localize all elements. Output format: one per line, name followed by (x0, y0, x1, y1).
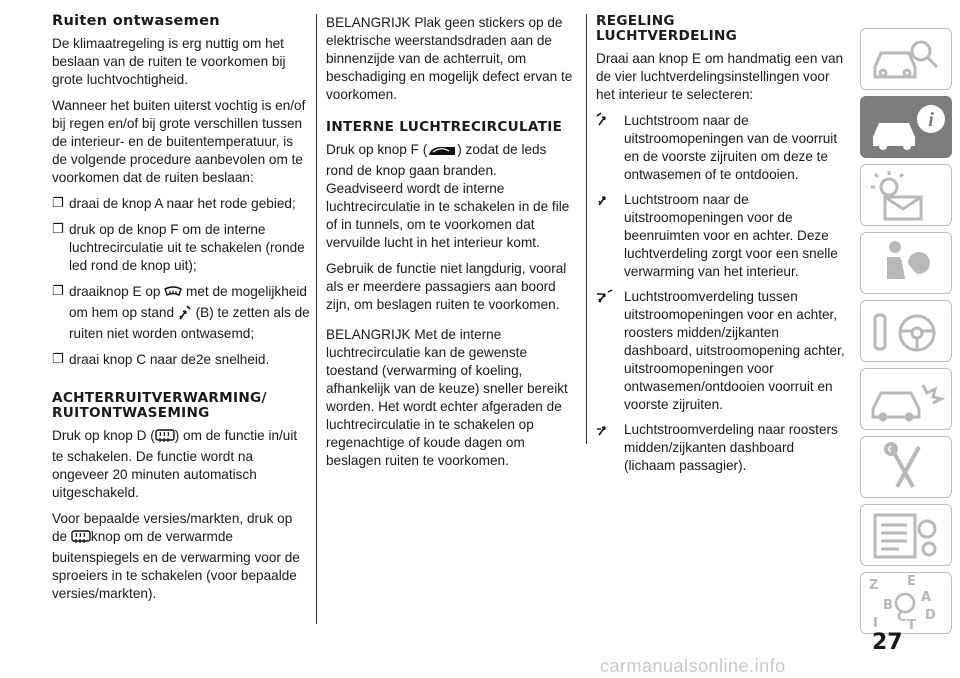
option-text: Luchtstroomverdeling naar roosters midden/zijkanten dashboard (lichaam passagier). (624, 422, 838, 473)
windshield-defrost-icon (164, 286, 182, 304)
airbag-seat-icon (861, 233, 951, 293)
sidebar-tab-settings-list[interactable] (860, 504, 952, 566)
section-title-defog: Ruiten ontwasemen (52, 13, 220, 29)
paragraph-text: Druk op knop F ( (326, 142, 428, 157)
airflow-windshield-icon (596, 112, 612, 133)
list-item (52, 221, 310, 275)
airflow-split-icon (596, 288, 614, 309)
list-item (52, 351, 310, 369)
distribution-option (596, 191, 846, 281)
sidebar-tab-car-info[interactable] (860, 96, 952, 158)
alphabet-index-icon (861, 573, 951, 633)
paragraph: De klimaatregeling is erg nuttig om het beslaan van de ruiten te voorkomen bij grote luchtvochtigheid. (52, 36, 286, 87)
sidebar-tab-key-steering[interactable] (860, 300, 952, 362)
column-right (596, 14, 846, 482)
key-steering-icon (861, 301, 951, 361)
tools-icon (861, 437, 951, 497)
svg-text:T: T (907, 618, 916, 633)
list-item-text: draaiknop E op (69, 284, 161, 299)
sidebar-tab-car-crash[interactable] (860, 368, 952, 430)
paragraph-text: ) om de functie in/uit te schakelen. De functie wordt na ongeveer 20 minuten automatisch uitgeschakeld. (52, 428, 298, 500)
list-item-text: draai de knop A naar het rode gebied; (69, 196, 296, 211)
svg-text:Z: Z (869, 578, 879, 593)
option-text: Luchtstroom naar de uitstroomopeningen van de voorruit en de voorste zijruiten om deze te ontwasemen of te ontdooien. (624, 113, 838, 182)
svg-text:B: B (883, 598, 893, 613)
list-item-text: draai knop C naar de2e snelheid. (69, 352, 270, 367)
svg-text:i: i (928, 109, 934, 131)
paragraph-text: ) zodat de leds rond de knop gaan branden. Geadviseerd wordt de interne luchtrecirculatie in te schakelen in de file of in tunnels, om te voorkomen dat vervuilde lucht in het interieur komt. (326, 142, 570, 250)
recirculation-icon (427, 144, 457, 162)
column-divider (586, 14, 587, 444)
page-number: 27 (872, 630, 903, 655)
checkbox-bullet-icon: ❐ (52, 195, 64, 210)
rear-defrost-icon (71, 530, 91, 549)
airflow-feet-defrost-icon (178, 305, 192, 325)
column-divider (316, 14, 317, 624)
paragraph-text: Voor bepaalde versies/markten, druk op de (52, 511, 293, 544)
paragraph: BELANGRIJK Plak geen stickers op de elektrische weerstandsdraden aan de binnenzijde van de achterruit, om beschadiging en mogelijk defect ervan te voorkomen. (326, 15, 573, 102)
car-crash-icon (861, 369, 951, 429)
distribution-option (596, 288, 846, 414)
column-middle (326, 14, 576, 478)
settings-list-icon (861, 505, 951, 565)
section-title-recirculation: INTERNE LUCHTRECIRCULATIE (326, 119, 563, 135)
option-text: Luchtstroomverdeling tussen uitstroomopeningen voor en achter, roosters midden/zijkanten dashboard, uitstroomopening achter, uitstroomopeningen voor ontwasemen/ontdooien voorruit en voorste zijruiten. (624, 289, 845, 412)
checkbox-bullet-icon: ❐ (52, 351, 64, 366)
paragraph-text: Druk op knop D ( (52, 428, 155, 443)
svg-text:A: A (921, 590, 932, 605)
distribution-option (596, 421, 846, 475)
car-search-icon (861, 29, 951, 89)
car-info-icon (861, 97, 951, 157)
paragraph-text: knop om de verwarmde buitenspiegels en de verwarming voor de sproeiers in te schakelen (voor bepaalde versies/markten). (52, 529, 300, 601)
airflow-face-icon (596, 421, 612, 442)
column-left (52, 14, 310, 611)
svg-text:C: C (897, 610, 907, 625)
sidebar-tab-alphabet-index[interactable] (860, 572, 952, 634)
svg-text:E: E (907, 574, 916, 589)
paragraph (52, 427, 310, 502)
checkbox-bullet-icon: ❐ (52, 283, 64, 298)
sidebar-tab-warning-lights[interactable] (860, 164, 952, 226)
warning-lights-icon (861, 165, 951, 225)
list-item-text: druk op de knop F om de interne luchtrecirculatie uit te schakelen (ronde led rond de knop uit); (69, 222, 305, 273)
checkbox-bullet-icon: ❐ (52, 221, 64, 236)
rear-defrost-icon (155, 429, 175, 448)
section-title-rear-defrost: ACHTERRUITVERWARMING/ RUITONTWASEMING (52, 390, 267, 421)
airflow-feet-icon (596, 191, 612, 212)
list-item-text: (B) te zetten als de ruiten niet worden ontwasemd; (69, 305, 310, 341)
list-item (52, 195, 310, 213)
section-title-air-distribution: REGELING LUCHTVERDELING (596, 13, 738, 44)
paragraph (326, 141, 576, 252)
paragraph: Gebruik de functie niet langdurig, vooral als er meerdere passagiers aan boord zijn, om beslagen ruiten te voorkomen. (326, 261, 567, 312)
list-item (52, 283, 310, 343)
paragraph: Draai aan knop E om handmatig een van de vier luchtverdelingsinstellingen voor het interieur te selecteren: (596, 51, 844, 102)
list-item-text: met de mogelijkheid om hem op stand (69, 284, 307, 320)
distribution-option (596, 112, 846, 184)
paragraph: BELANGRIJK Met de interne luchtrecirculatie kan de gewenste toestand (verwarming of koeling, afhankelijk van de keuze) sneller bereikt worden. Het wordt echter afgeraden de luchtrecirculatie in te schakelen op regenachtige of koude dagen om beslagen ruiten te voorkomen. (326, 327, 568, 468)
paragraph (52, 510, 310, 603)
sidebar-tab-airbag-seat[interactable] (860, 232, 952, 294)
sidebar-tab-tools[interactable] (860, 436, 952, 498)
paragraph: Wanneer het buiten uiterst vochtig is en/of bij regen en/of bij grote verschillen tussen de interieur- en de buitentemperatuur, is de volgende procedure aanbevolen om te voorkomen dat de ruiten beslaan: (52, 98, 306, 185)
sidebar-tab-car-search[interactable] (860, 28, 952, 90)
svg-text:D: D (925, 608, 936, 623)
svg-text:I: I (873, 616, 878, 631)
option-text: Luchtstroom naar de uitstroomopeningen voor de beenruimten voor en achter. Deze luchtverdeling zorgt voor een snelle verwarming van het interieur. (624, 192, 838, 279)
watermark: carmanualsonline.info (600, 656, 786, 676)
